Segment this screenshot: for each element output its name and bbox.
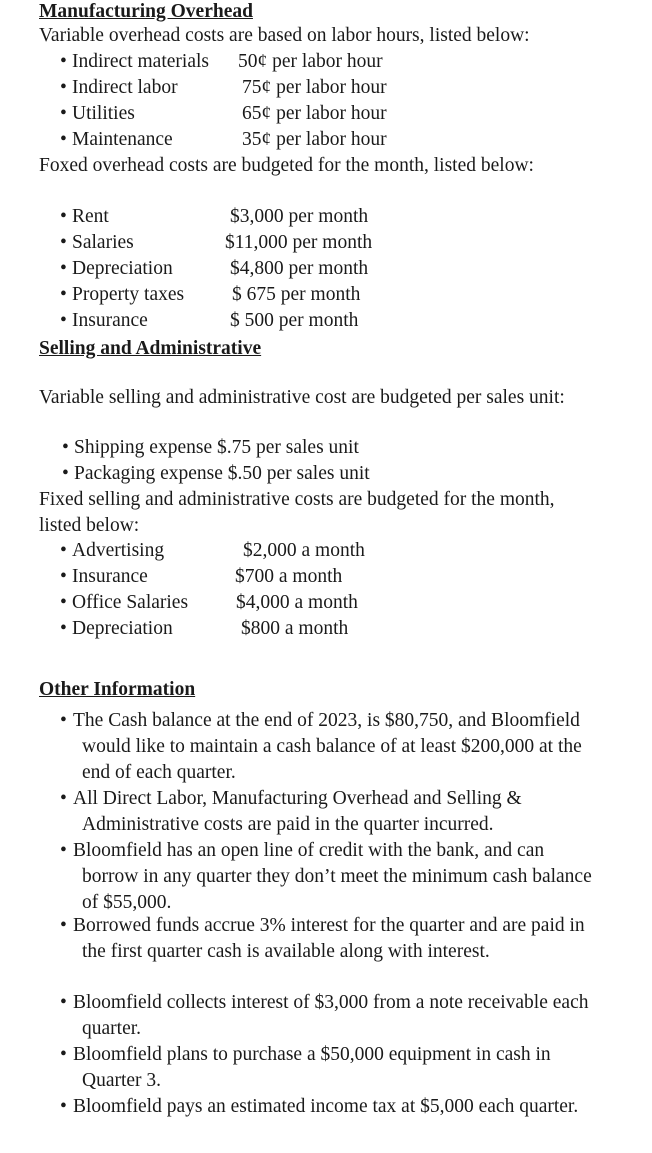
item-value: $ 675 per month	[232, 284, 361, 305]
bullet-icon: •	[60, 618, 67, 639]
item-text: Packaging expense $.50 per sales unit	[74, 463, 370, 484]
item-label: Salaries	[72, 232, 134, 253]
bullet-icon: •	[62, 437, 69, 458]
bullet-icon: •	[60, 206, 67, 227]
item-label: Indirect materials	[72, 51, 209, 72]
other-info-item	[60, 913, 605, 965]
item-label: Advertising	[72, 540, 165, 561]
bullet-icon: •	[62, 463, 69, 484]
item-value: $ 500 per month	[230, 310, 359, 331]
other-info-item	[60, 838, 605, 916]
bullet-icon: •	[60, 284, 67, 305]
variable-selling-intro: Variable selling and administrative cost are budgeted per sales unit:	[39, 387, 565, 408]
item-text: Bloomfield plans to purchase a $50,000 equipment in cash in Quarter 3.	[73, 1044, 551, 1091]
item-value: 75¢ per labor hour	[242, 77, 387, 98]
item-text: Bloomfield has an open line of credit with the bank, and can borrow in any quarter they don’t meet the minimum cash balance of $55,000.	[73, 840, 592, 913]
item-label: Insurance	[72, 566, 148, 587]
item-text: The Cash balance at the end of 2023, is $80,750, and Bloomfield would like to maintain a cash balance of at least $200,000 at the end of each quarter.	[73, 710, 582, 783]
item-value: $800 a month	[241, 618, 349, 639]
other-info-item	[60, 990, 605, 1042]
bullet-icon: •	[60, 710, 67, 731]
bullet-icon: •	[60, 992, 67, 1013]
item-text: All Direct Labor, Manufacturing Overhead and Selling & Administrative costs are paid in the quarter incurred.	[73, 788, 522, 835]
item-label: Insurance	[72, 310, 148, 331]
fixed-overhead-intro: Foxed overhead costs are budgeted for the month, listed below:	[39, 155, 534, 176]
bullet-icon: •	[60, 103, 67, 124]
variable-overhead-intro: Variable overhead costs are based on labor hours, listed below:	[39, 25, 530, 46]
bullet-icon: •	[60, 51, 67, 72]
item-value: 65¢ per labor hour	[242, 103, 387, 124]
other-info-item	[60, 1042, 605, 1094]
bullet-icon: •	[60, 1044, 67, 1065]
bullet-icon: •	[60, 592, 67, 613]
item-value: 50¢ per labor hour	[238, 51, 383, 72]
item-label: Depreciation	[72, 618, 173, 639]
item-value: $11,000 per month	[225, 232, 373, 253]
other-info-item	[60, 708, 605, 786]
manufacturing-overhead-heading: Manufacturing Overhead	[39, 1, 253, 22]
bullet-icon: •	[60, 540, 67, 561]
other-info-item	[60, 1094, 605, 1120]
selling-admin-heading: Selling and Administrative	[39, 338, 262, 359]
other-information-heading: Other Information	[39, 679, 196, 700]
bullet-icon: •	[60, 310, 67, 331]
bullet-icon: •	[60, 258, 67, 279]
bullet-icon: •	[60, 840, 67, 861]
item-text: Borrowed funds accrue 3% interest for the quarter and are paid in the first quarter cash is available along with interest.	[73, 915, 585, 962]
bullet-icon: •	[60, 129, 67, 150]
item-label: Property taxes	[72, 284, 185, 305]
bullet-icon: •	[60, 566, 67, 587]
item-value: $700 a month	[235, 566, 343, 587]
item-value: $4,000 a month	[236, 592, 358, 613]
fixed-selling-intro: Fixed selling and administrative costs are budgeted for the month, listed below:	[39, 489, 555, 536]
bullet-icon: •	[60, 77, 67, 98]
bullet-icon: •	[60, 915, 67, 936]
item-value: $4,800 per month	[230, 258, 369, 279]
item-value: $3,000 per month	[230, 206, 369, 227]
item-label: Rent	[72, 206, 109, 227]
bullet-icon: •	[60, 232, 67, 253]
item-text: Bloomfield pays an estimated income tax at $5,000 each quarter.	[73, 1096, 579, 1117]
item-label: Maintenance	[72, 129, 173, 150]
item-value: $2,000 a month	[243, 540, 365, 561]
item-text: Bloomfield collects interest of $3,000 from a note receivable each quarter.	[73, 992, 589, 1039]
item-value: 35¢ per labor hour	[242, 129, 387, 150]
item-label: Indirect labor	[72, 77, 178, 98]
bullet-icon: •	[60, 1096, 67, 1117]
item-text: Shipping expense $.75 per sales unit	[74, 437, 359, 458]
other-info-item	[60, 786, 605, 838]
bullet-icon: •	[60, 788, 67, 809]
item-label: Office Salaries	[72, 592, 189, 613]
item-label: Utilities	[72, 103, 135, 124]
item-label: Depreciation	[72, 258, 173, 279]
